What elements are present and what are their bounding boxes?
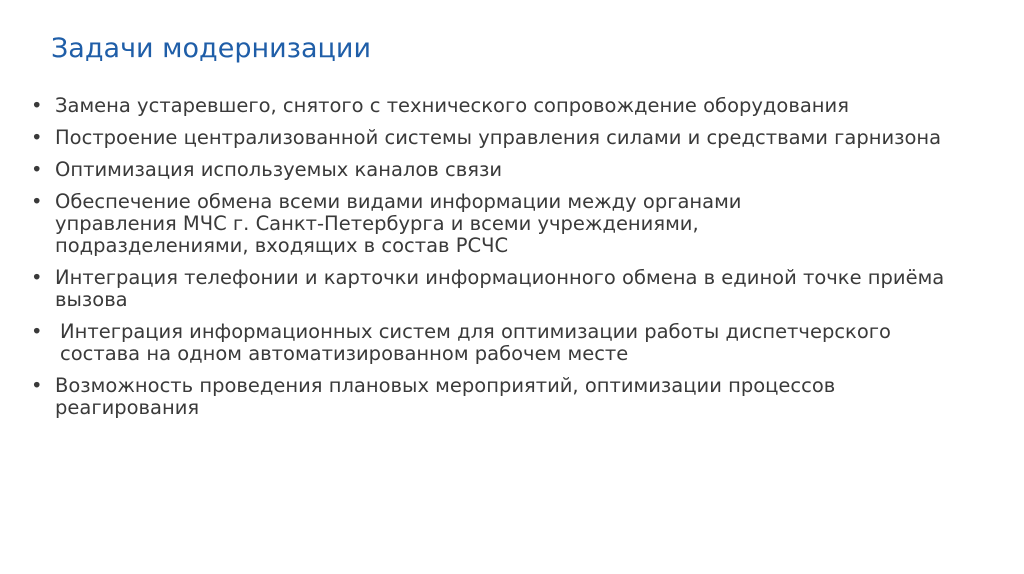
bullet-text: Интеграция информационных систем для оптимизации работы диспетчерского состава на одном автоматизированном рабочем месте [60, 320, 891, 365]
bullet-item [28, 375, 988, 419]
bullet-item [28, 127, 988, 149]
bullet-list [28, 95, 988, 429]
bullet-dot-icon: • [31, 320, 43, 343]
slide-title: Задачи модернизации [51, 33, 372, 64]
bullet-item [28, 321, 988, 365]
bullet-item [28, 159, 988, 181]
bullet-item [28, 191, 988, 257]
bullet-item [28, 95, 988, 117]
bullet-dot-icon: • [31, 266, 43, 289]
bullet-dot-icon: • [31, 126, 43, 149]
bullet-text: Обеспечение обмена всеми видами информации между органами управления МЧС г. Санкт-Петербурга и всеми учреждениями, подразделениями, входящих в состав РСЧС [55, 190, 742, 257]
bullet-item [28, 267, 988, 311]
bullet-text: Оптимизация используемых каналов связи [55, 158, 502, 181]
bullet-text: Возможность проведения плановых мероприятий, оптимизации процессов реагирования [55, 374, 836, 419]
bullet-text: Интеграция телефонии и карточки информационного обмена в единой точке приёма вызова [55, 266, 945, 311]
bullet-text: Построение централизованной системы управления силами и средствами гарнизона [55, 126, 942, 149]
bullet-dot-icon: • [31, 374, 43, 397]
bullet-text: Замена устаревшего, снятого с технического сопровождение оборудования [55, 94, 849, 117]
bullet-dot-icon: • [31, 158, 43, 181]
bullet-dot-icon: • [31, 190, 43, 213]
bullet-dot-icon: • [31, 94, 43, 117]
